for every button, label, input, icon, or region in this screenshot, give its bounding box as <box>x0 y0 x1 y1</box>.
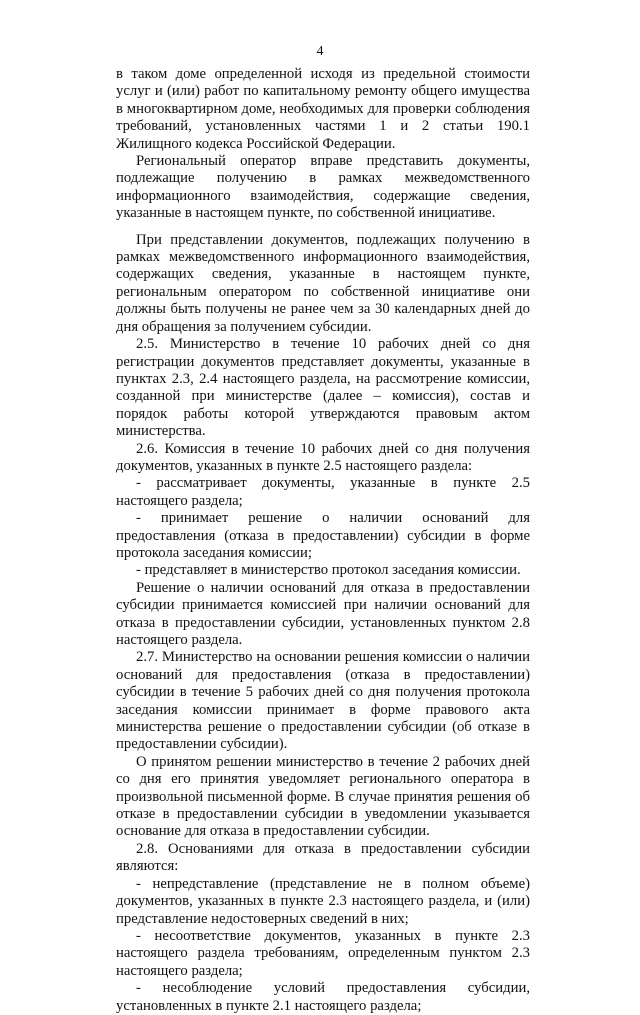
list-item-submits: - представляет в министерство протокол заседания комиссии. <box>136 562 521 579</box>
paragraph-2-8: 2.8. Основаниями для отказа в предоставлении субсидии являются: <box>116 840 530 875</box>
list-item-reviews: - рассматривает документы, указанные в пункте 2.5 настоящего раздела; <box>116 475 530 509</box>
paragraph-2-5: 2.5. Министерство в течение 10 рабочих дней со дня регистрации документов представляет документы, указанные в пунктах 2.3, 2.4 настоящего раздела, на рассмотрение комиссии, созданной при министерстве (далее – комиссия), состав и порядок работы которой утверждаются правовым актом министерства. <box>116 336 530 440</box>
paragraph-notification: О принятом решении министерство в течение 2 рабочих дней со дня его принятия уведомляет регионального оператора в произвольной письменной форме. В случае принятия решения об отказе в предоставлении субсидии в уведомлении указывается основание для отказа в предоставлении субсидии. <box>116 753 530 840</box>
paragraph-interdepartmental: При представлении документов, подлежащих получению в рамках межведомственного информационного взаимодействия, содержащих сведения, указанные в настоящем пункте, региональным оператором по собственной инициативе они должны быть получены не ранее чем за 30 календарных дней до дня обращения за получением субсидии. <box>116 231 530 335</box>
paragraph-2-7: 2.7. Министерство на основании решения комиссии о наличии оснований для предоставления (отказа в предоставлении) субсидии в течение 5 рабочих дней со дня получения протокола заседания комиссии принимает в форме правового акта министерства решение о предоставлении субсидии (об отказе в предоставлении субсидии). <box>116 649 530 753</box>
page-number: 4 <box>316 44 324 59</box>
list-item-conditions: - несоблюдение условий предоставления субсидии, установленных в пункте 2.1 настоящего раздела; <box>116 980 530 1014</box>
paragraph-2-6: 2.6. Комиссия в течение 10 рабочих дней со дня получения документов, указанных в пункте 2.5 настоящего раздела: <box>116 440 530 474</box>
list-item-noncompliance: - несоответствие документов, указанных в пункте 2.3 настоящего раздела требованиям, определенным пунктом 2.3 настоящего раздела; <box>116 927 530 979</box>
paragraph-refusal-decision: Решение о наличии оснований для отказа в предоставлении субсидии принимается комиссией при наличии оснований для отказа в предоставлении субсидии, установленных пунктом 2.8 настоящего раздела. <box>116 579 530 648</box>
list-item-nonsubmission: - непредставление (представление не в полном объеме) документов, указанных в пункте 2.3 настоящего раздела, и (или) представление недостоверных сведений в них; <box>116 875 530 927</box>
list-item-decides: - принимает решение о наличии оснований для предоставления (отказа в предоставлении) субсидии в форме протокола заседания комиссии; <box>116 510 530 561</box>
document-body <box>116 66 530 1015</box>
paragraph-continuation: в таком доме определенной исходя из предельной стоимости услуг и (или) работ по капитальному ремонту общего имущества в многоквартирном доме, необходимых для проверки соблюдения требований, установленных частями 1 и 2 статьи 190.1 Жилищного кодекса Российской Федерации. <box>116 66 530 152</box>
paragraph-own-initiative: Региональный оператор вправе представить документы, подлежащие получению в рамках межведомственного информационного взаимодействия, содержащие сведения, указанные в настоящем пункте, по собственной инициативе. <box>116 153 530 222</box>
